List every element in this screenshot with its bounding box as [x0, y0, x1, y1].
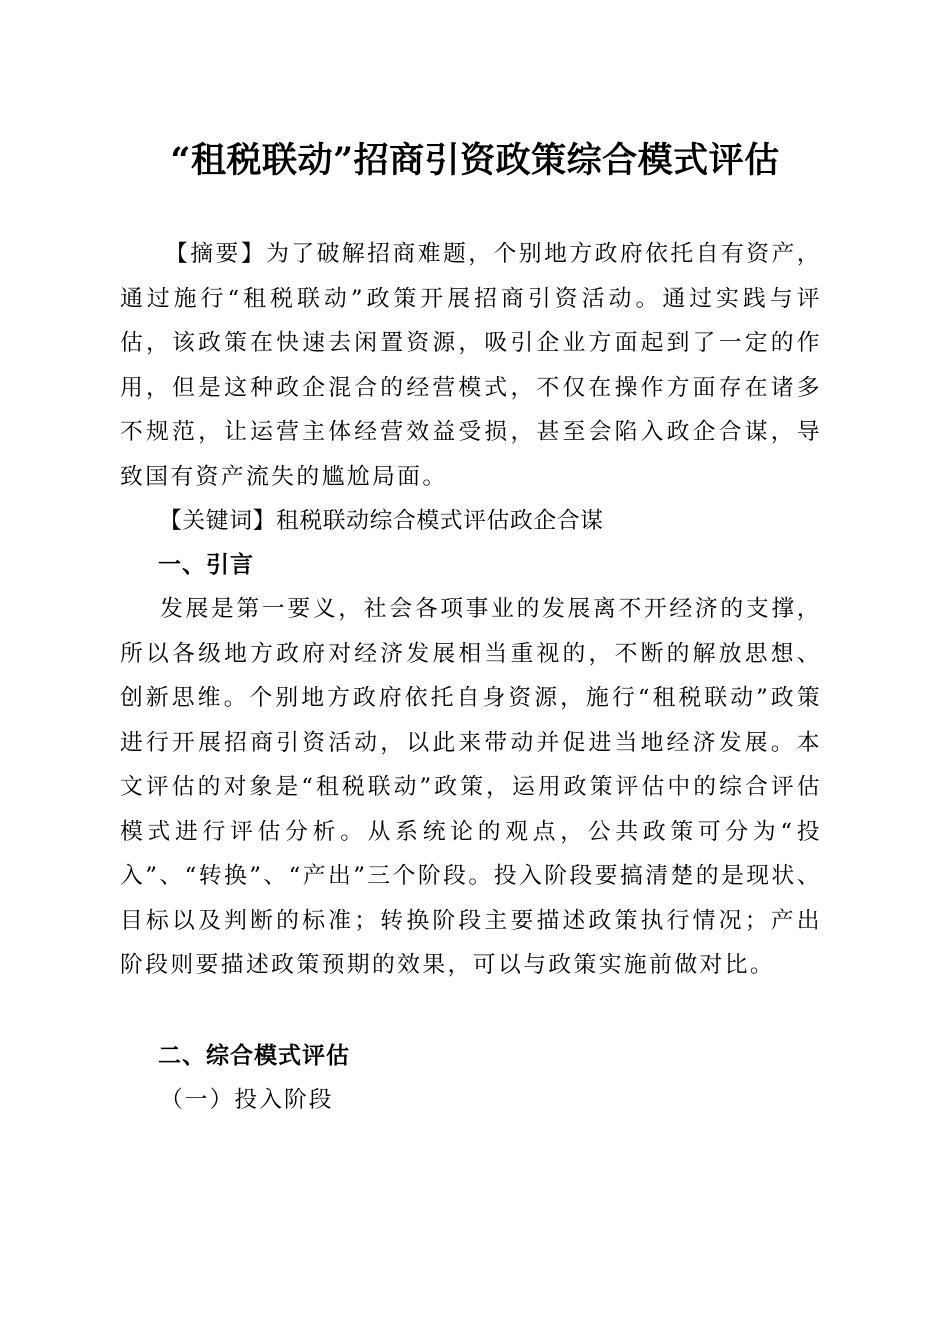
subsection-heading-input-stage: （一）投入阶段	[160, 1087, 334, 1113]
abstract-paragraph: 【摘要】为了破解招商难题，个别地方政府依托自有资产，通过施行“租税联动”政策开展招商引资活动。通过实践与评估，该政策在快速去闲置资源，吸引企业方面起到了一定的作用，但是这种政企混合的经营模式，不仅在操作方面存在诸多不规范，让运营主体经营效益受损，甚至会陷入政企合谋，导致国有资产流失的尴尬局面。	[120, 241, 822, 490]
keywords-paragraph: 【关键词】租税联动综合模式评估政企合谋	[159, 508, 604, 534]
section-heading-introduction: 一、引言	[158, 552, 254, 578]
introduction-paragraph: 发展是第一要义，社会各项事业的发展离不开经济的支撑，所以各级地方政府对经济发展相当重视的，不断的解放思想、创新思维。个别地方政府依托自身资源，施行“租税联动”政策进行开展招商引资活动，以此来带动并促进当地经济发展。本文评估的对象是“租税联动”政策，运用政策评估中的综合评估模式进行评估分析。从系统论的观点，公共政策可分为“投入”、“转换”、“产出”三个阶段。投入阶段要搞清楚的是现状、目标以及判断的标准；转换阶段主要描述政策执行情况；产出阶段则要描述政策预期的效果，可以与政策实施前做对比。	[120, 596, 822, 978]
section-heading-comprehensive-model: 二、综合模式评估	[158, 1043, 350, 1069]
document-title: “租税联动”招商引资政策综合模式评估	[170, 140, 780, 181]
